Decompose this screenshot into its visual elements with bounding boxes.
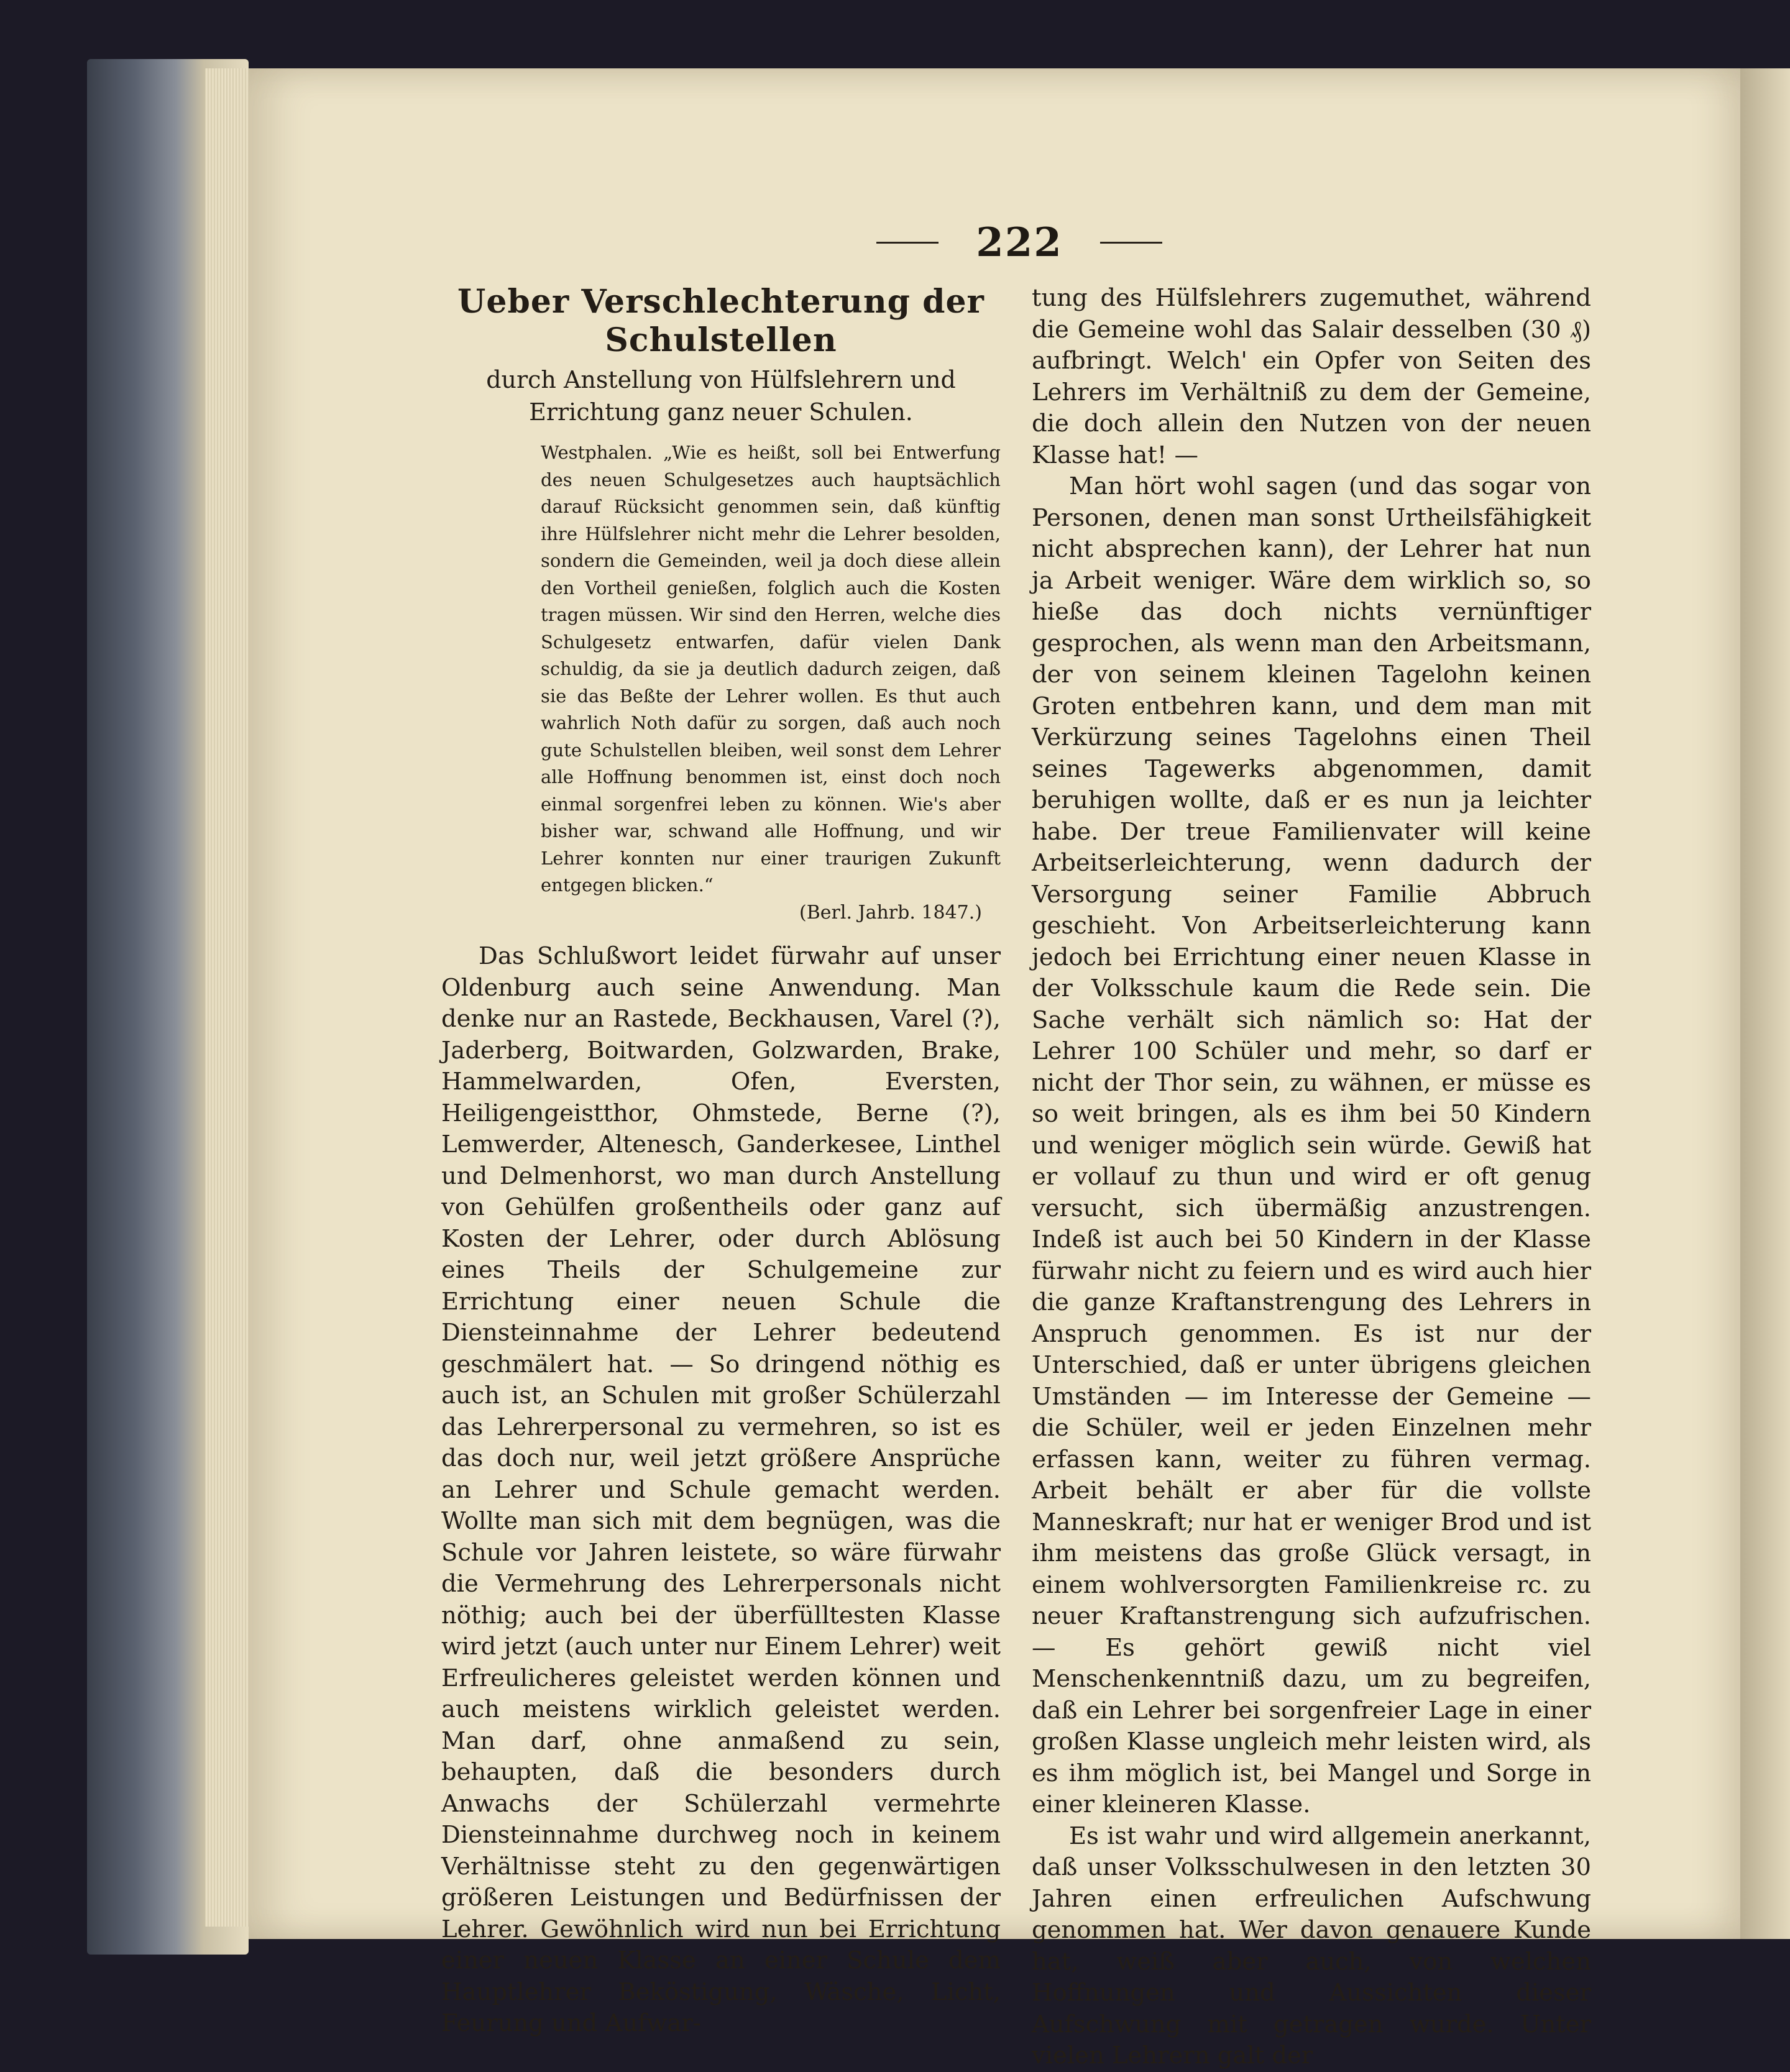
paragraph-right-3: Es ist wahr und wird allgemein anerkannt, daß unser Volksschulwesen in den letzten 30 Jahren einen erfreulichen Aufschwung genommen hat. Wer davon genauere Kunde hat, weiß aber auch, von welchen Hoffnungen und Aussichten dieser Aufschwung mit getragen wurde. Unter vielen Lehrern galt der	[1032, 1822, 1591, 2070]
article-title: Ueber Verschlechterung der Schulstellen	[457, 283, 984, 359]
left-column	[441, 283, 1001, 2040]
header-rule-right	[1100, 242, 1162, 244]
header-rule-left	[876, 242, 939, 244]
paragraph-left: Das Schlußwort leidet fürwahr auf unser Oldenburg auch seine Anwendung. Man denke nur an Rastede, Beckhausen, Varel (?), Jaderberg, Boitwarden, Golzwarden, Brake, Hammelwarden, Ofen, Eversten, Heiligengeistthor, Ohmstede, Berne (?), Lemwerder, Altenesch, Ganderkesee, Linthel und Delmenhorst, wo man durch Anstellung von Gehülfen großentheils oder ganz auf Kosten der Lehrer, oder durch Ablösung eines Theils der Schulgemeine zur Errichtung einer neuen Schule die Diensteinnahme der Lehrer bedeutend geschmälert hat. — So dringend nöthig es auch ist, an Schulen mit großer Schülerzahl das Lehrerpersonal zu vermehren, so ist es das doch nur, weil jetzt größere Ansprüche an Lehrer und Schule gemacht werden. Wollte man sich mit dem begnügen, was die Schule vor Jahren leistete, so wäre fürwahr die Vermehrung des Lehrerpersonals nicht nöthig; auch bei der überfülltesten Klasse wird jetzt (auch unter nur Einem Lehrer) weit Erfreulicheres geleistet werden können und auch meistens wirklich geleistet werden. Man darf, ohne anmaßend zu sein, behaupten, daß die besonders durch Anwachs der Schülerzahl vermehrte Diensteinnahme durchweg noch in keinem Verhältnisse steht zu den gegenwärtigen größeren Leistungen und Bedürfnissen der Lehrer. Gewöhnlich wird nun bei Errichtung einer neuen Klasse an einer Schule dem Hauptlehrer Beköstigung, Wäsche, Licht, Feurung und Aufwar-	[441, 942, 1001, 2037]
page-number: 222	[976, 219, 1063, 266]
article-subtitle: durch Anstellung von Hülfslehrern und Errichtung ganz neuer Schulen.	[486, 366, 956, 426]
block-quote	[541, 439, 1001, 926]
paragraph-right-2: Man hört wohl sagen (und das sogar von Personen, denen man sonst Urtheilsfähigkeit nicht absprechen kann), der Lehrer hat nun ja Arbeit weniger. Wäre dem wirklich so, so hieße das doch nichts vernünftiger gesprochen, als wenn man den Arbeitsmann, der von seinem kleinen Tagelohn keinen Groten entbehren kann, und dem man mit Verkürzung seines Tagelohns einen Theil seines Tagewerks abgenommen, damit beruhigen wollte, daß er es nun ja leichter habe. Der treue Familienvater will keine Arbeitserleichterung, wenn dadurch der Versorgung seiner Familie Abbruch geschieht. Von Arbeitserleichterung kann jedoch bei Errichtung einer neuen Klasse in der Volksschule kaum die Rede sein. Die Sache verhält sich nämlich so: Hat der Lehrer 100 Schüler und mehr, so darf er nicht der Thor sein, zu wähnen, er müsse es so weit bringen, als es ihm bei 50 Kindern und weniger möglich sein würde. Gewiß hat er vollauf zu thun und wird er oft genug versucht, sich übermäßig anzustrengen. Indeß ist auch bei 50 Kindern in der Klasse fürwahr nicht zu feiern und es wird auch hier die ganze Kraftanstrengung des Lehrers in Anspruch genommen. Es ist nur der Unterschied, daß er unter übrigens gleichen Umständen — im Interesse der Gemeine — die Schüler, weil er jeden Einzelnen mehr erfassen kann, weiter zu führen vermag. Arbeit behält er aber für die vollste Manneskraft; nur hat er weniger Brod und ist ihm meistens das große Glück versagt, in einem wohlversorgten Familienkreise rc. zu neuer Kraftanstrengung sich aufzufrischen. — Es gehört gewiß nicht viel Menschenkenntniß dazu, um zu begreifen, daß ein Lehrer bei sorgenfreier Lage in einer großen Klasse ungleich mehr leisten wird, als es ihm möglich ist, bei Mangel und Sorge in einer kleineren Klasse.	[1032, 472, 1591, 1818]
facing-page-edge	[1740, 68, 1790, 1939]
quote-source: (Berl. Jahrb. 1847.)	[799, 901, 982, 924]
page-header	[858, 218, 1181, 267]
right-column	[1032, 283, 1591, 2072]
paragraph-right-1: tung des Hülfslehrers zugemuthet, während die Gemeine wohl das Salair desselben (30 ₰) aufbringt. Welch' ein Opfer von Seiten des Lehrers im Verhältniß zu dem der Gemeine, die doch allein den Nutzen von der neuen Klasse hat! —	[1032, 284, 1591, 469]
quote-text: Westphalen. „Wie es heißt, soll bei Entwerfung des neuen Schulgesetzes auch hauptsächlich darauf Rücksicht genommen sein, daß künftig ihre Hülfslehrer nicht mehr die Lehrer besolden, sondern die Gemeinden, weil ja doch diese allein den Vortheil genießen, folglich auch die Kosten tragen müssen. Wir sind den Herren, welche dies Schulgesetz entwarfen, dafür vielen Dank schuldig, da sie ja deutlich dadurch zeigen, daß sie das Beßte der Lehrer wollen. Es thut auch wahrlich Noth dafür zu sorgen, daß auch noch gute Schulstellen bleiben, weil sonst dem Lehrer alle Hoffnung benommen ist, einst doch noch einmal sorgenfrei leben zu können. Wie's aber bisher war, schwand alle Hoffnung, und wir Lehrer konnten nur einer traurigen Zukunft entgegen blicken.“	[541, 442, 1001, 896]
page-edges	[205, 68, 255, 1927]
